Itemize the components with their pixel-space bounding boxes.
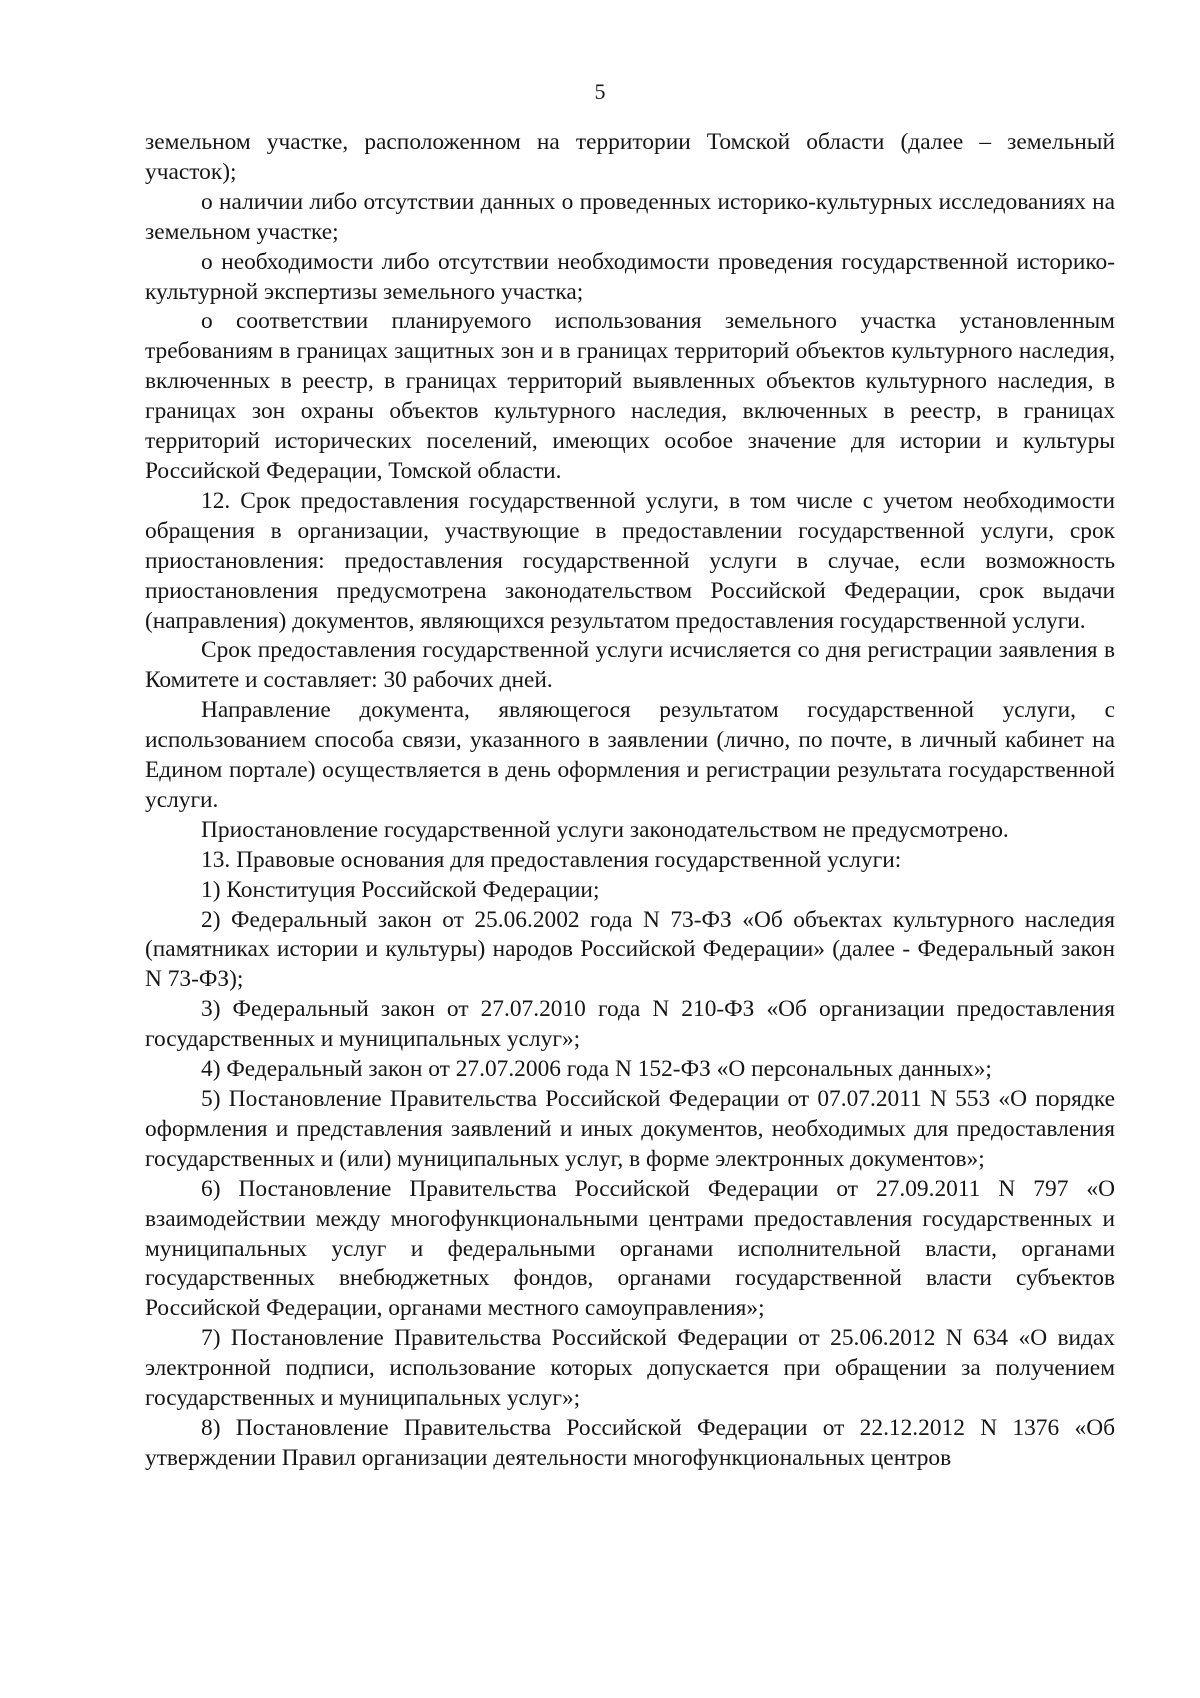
paragraph-document-delivery: Направление документа, являющегося результатом государственной услуги, с использованием способа связи, указанного в заявлении (лично, по почте, в личный кабинет на Едином портале) осуществляется в день оформления и регистрации результата государственной услуги. <box>145 697 1115 813</box>
list-item-legal-basis: 3) Федеральный закон от 27.07.2010 года N 210-ФЗ «Об организации предоставления государственных и муниципальных услуг»; <box>145 996 1115 1053</box>
paragraph-expertise-necessity: о необходимости либо отсутствии необходимости проведения государственной историко-культурной экспертизы земельного участка; <box>145 248 1115 305</box>
list-item-legal-basis: 8) Постановление Правительства Российской Федерации от 22.12.2012 N 1376 «Об утверждении Правил организации деятельности многофункциональных центров <box>145 1414 1115 1471</box>
page-number: 5 <box>594 79 606 104</box>
list-item-legal-basis: 1) Конституция Российской Федерации; <box>201 876 600 903</box>
list-item-legal-basis: 6) Постановление Правительства Российской Федерации от 27.09.2011 N 797 «О взаимодействии между многофункциональными центрами предоставления государственных и муниципальных услуг и федеральными органами исполнительной власти, органами государственных внебюджетных фондов, органами государственной власти субъектов Российской Федерации, органами местного самоуправления»; <box>145 1175 1115 1322</box>
list-item-legal-basis: 4) Федеральный закон от 27.07.2006 года N 152-ФЗ «О персональных данных»; <box>201 1056 992 1083</box>
paragraph-land-use-compliance: о соответствии планируемого использования земельного участка установленным требованиям в границах защитных зон и в границах территорий объектов культурного наследия, включенных в реестр, в границах территорий выявленных объектов культурного наследия, в границах зон охраны объектов культурного наследия, включенных в реестр, в границах территорий исторических поселений, имеющих особое значение для истории и культуры Российской Федерации, Томской области. <box>145 308 1115 484</box>
paragraph-historical-research: о наличии либо отсутствии данных о проведенных историко-культурных исследованиях на земельном участке; <box>145 188 1115 245</box>
paragraph-service-term: Срок предоставления государственной услуги исчисляется со дня регистрации заявления в Комитете и составляет: 30 рабочих дней. <box>145 637 1115 694</box>
document-body <box>145 128 1115 1474</box>
list-item-legal-basis: 7) Постановление Правительства Российской Федерации от 25.06.2012 N 634 «О видах электронной подписи, использование которых допускается при обращении за получением государственных и муниципальных услуг»; <box>145 1325 1115 1412</box>
paragraph-continuation: земельном участке, расположенном на территории Томской области (далее – земельный участок); <box>145 129 1115 185</box>
paragraph-section-12: 12. Срок предоставления государственной услуги, в том числе с учетом необходимости обращения в организации, участвующие в предоставлении государственной услуги, срок приостановления: предоставления государственной услуги в случае, если возможность приостановления предусмотрена законодательством Российской Федерации, срок выдачи (направления) документов, являющихся результатом предоставления государственной услуги. <box>145 487 1115 634</box>
paragraph-suspension: Приостановление государственной услуги законодательством не предусмотрено. <box>201 816 1009 843</box>
list-item-legal-basis: 5) Постановление Правительства Российской Федерации от 07.07.2011 N 553 «О порядке оформления и представления заявлений и иных документов, необходимых для предоставления государственных и (или) муниципальных услуг, в форме электронных документов»; <box>145 1086 1115 1172</box>
paragraph-section-13: 13. Правовые основания для предоставления государственной услуги: <box>201 846 902 873</box>
list-item-legal-basis: 2) Федеральный закон от 25.06.2002 года N 73-ФЗ «Об объектах культурного наследия (памятниках истории и культуры) народов Российской Федерации» (далее - Федеральный закон N 73-ФЗ); <box>145 906 1115 993</box>
